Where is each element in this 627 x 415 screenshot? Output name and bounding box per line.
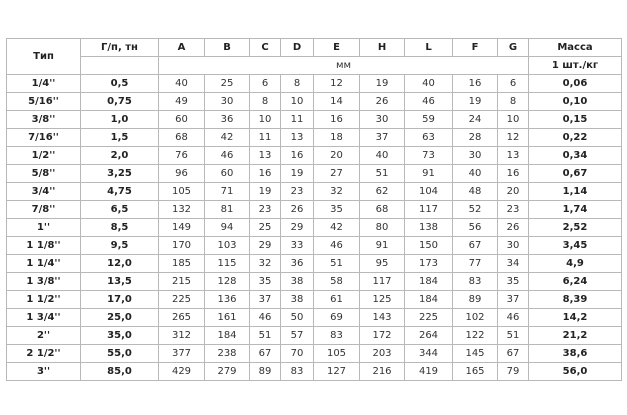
cell-c: 32 — [250, 255, 281, 273]
cell-e: 20 — [314, 147, 360, 165]
cell-g: 67 — [498, 345, 529, 363]
cell-c: 29 — [250, 237, 281, 255]
cell-c: 13 — [250, 147, 281, 165]
cell-f: 83 — [453, 273, 498, 291]
cell-d: 19 — [281, 165, 314, 183]
cell-g: 10 — [498, 111, 529, 129]
cell-e: 16 — [314, 111, 360, 129]
cell-type: 7/16'' — [7, 129, 81, 147]
cell-load: 17,0 — [81, 291, 159, 309]
cell-type: 3/8'' — [7, 111, 81, 129]
cell-mass: 56,0 — [529, 363, 622, 381]
cell-g: 26 — [498, 219, 529, 237]
cell-c: 89 — [250, 363, 281, 381]
cell-h: 95 — [360, 255, 405, 273]
cell-b: 25 — [205, 75, 250, 93]
cell-c: 10 — [250, 111, 281, 129]
cell-f: 16 — [453, 75, 498, 93]
cell-c: 35 — [250, 273, 281, 291]
cell-c: 51 — [250, 327, 281, 345]
cell-a: 312 — [159, 327, 205, 345]
cell-mass: 0,22 — [529, 129, 622, 147]
cell-l: 184 — [405, 273, 453, 291]
cell-l: 117 — [405, 201, 453, 219]
cell-g: 30 — [498, 237, 529, 255]
header-load-blank — [81, 57, 159, 75]
cell-a: 170 — [159, 237, 205, 255]
table-row — [7, 147, 622, 165]
cell-a: 68 — [159, 129, 205, 147]
cell-h: 37 — [360, 129, 405, 147]
cell-g: 20 — [498, 183, 529, 201]
cell-f: 145 — [453, 345, 498, 363]
cell-l: 63 — [405, 129, 453, 147]
cell-load: 8,5 — [81, 219, 159, 237]
cell-mass: 0,67 — [529, 165, 622, 183]
cell-a: 60 — [159, 111, 205, 129]
cell-load: 13,5 — [81, 273, 159, 291]
cell-a: 105 — [159, 183, 205, 201]
cell-c: 67 — [250, 345, 281, 363]
cell-c: 8 — [250, 93, 281, 111]
cell-b: 81 — [205, 201, 250, 219]
cell-l: 46 — [405, 93, 453, 111]
cell-a: 76 — [159, 147, 205, 165]
cell-e: 27 — [314, 165, 360, 183]
cell-g: 51 — [498, 327, 529, 345]
cell-b: 128 — [205, 273, 250, 291]
cell-f: 67 — [453, 237, 498, 255]
cell-e: 105 — [314, 345, 360, 363]
cell-c: 11 — [250, 129, 281, 147]
cell-type: 1 3/4'' — [7, 309, 81, 327]
cell-l: 91 — [405, 165, 453, 183]
cell-d: 83 — [281, 363, 314, 381]
cell-f: 77 — [453, 255, 498, 273]
cell-b: 279 — [205, 363, 250, 381]
cell-type: 1/2'' — [7, 147, 81, 165]
cell-load: 35,0 — [81, 327, 159, 345]
header-mass: Масса — [529, 39, 622, 57]
cell-d: 11 — [281, 111, 314, 129]
cell-load: 1,5 — [81, 129, 159, 147]
cell-b: 42 — [205, 129, 250, 147]
cell-e: 69 — [314, 309, 360, 327]
cell-mass: 38,6 — [529, 345, 622, 363]
cell-h: 143 — [360, 309, 405, 327]
cell-c: 46 — [250, 309, 281, 327]
cell-a: 215 — [159, 273, 205, 291]
cell-e: 46 — [314, 237, 360, 255]
cell-a: 149 — [159, 219, 205, 237]
header-dim-d: D — [281, 39, 314, 57]
cell-c: 25 — [250, 219, 281, 237]
table-body — [7, 75, 622, 381]
cell-load: 0,75 — [81, 93, 159, 111]
cell-g: 35 — [498, 273, 529, 291]
cell-d: 8 — [281, 75, 314, 93]
cell-h: 172 — [360, 327, 405, 345]
table-row — [7, 165, 622, 183]
table-row — [7, 219, 622, 237]
cell-h: 62 — [360, 183, 405, 201]
table-row — [7, 309, 622, 327]
cell-d: 23 — [281, 183, 314, 201]
cell-e: 35 — [314, 201, 360, 219]
cell-load: 6,5 — [81, 201, 159, 219]
cell-a: 132 — [159, 201, 205, 219]
cell-h: 68 — [360, 201, 405, 219]
cell-a: 96 — [159, 165, 205, 183]
table-row — [7, 183, 622, 201]
cell-e: 32 — [314, 183, 360, 201]
cell-h: 26 — [360, 93, 405, 111]
shackle-spec-table — [6, 38, 622, 381]
table-row — [7, 363, 622, 381]
cell-type: 1 3/8'' — [7, 273, 81, 291]
cell-e: 18 — [314, 129, 360, 147]
cell-load: 12,0 — [81, 255, 159, 273]
cell-l: 264 — [405, 327, 453, 345]
cell-h: 19 — [360, 75, 405, 93]
header-type: Тип — [7, 39, 81, 75]
cell-l: 344 — [405, 345, 453, 363]
cell-e: 14 — [314, 93, 360, 111]
cell-a: 265 — [159, 309, 205, 327]
cell-c: 19 — [250, 183, 281, 201]
cell-a: 49 — [159, 93, 205, 111]
header-dim-h: H — [360, 39, 405, 57]
header-load: Г/п, тн — [81, 39, 159, 57]
cell-g: 79 — [498, 363, 529, 381]
cell-d: 33 — [281, 237, 314, 255]
table-row — [7, 201, 622, 219]
cell-g: 8 — [498, 93, 529, 111]
cell-a: 377 — [159, 345, 205, 363]
cell-l: 59 — [405, 111, 453, 129]
cell-h: 125 — [360, 291, 405, 309]
cell-g: 46 — [498, 309, 529, 327]
cell-h: 51 — [360, 165, 405, 183]
cell-d: 50 — [281, 309, 314, 327]
cell-h: 203 — [360, 345, 405, 363]
cell-load: 55,0 — [81, 345, 159, 363]
cell-b: 184 — [205, 327, 250, 345]
cell-b: 94 — [205, 219, 250, 237]
cell-f: 40 — [453, 165, 498, 183]
cell-l: 419 — [405, 363, 453, 381]
cell-h: 30 — [360, 111, 405, 129]
cell-g: 16 — [498, 165, 529, 183]
cell-d: 38 — [281, 273, 314, 291]
cell-load: 1,0 — [81, 111, 159, 129]
cell-f: 28 — [453, 129, 498, 147]
header-dim-a: A — [159, 39, 205, 57]
cell-mass: 2,52 — [529, 219, 622, 237]
cell-l: 40 — [405, 75, 453, 93]
cell-a: 40 — [159, 75, 205, 93]
cell-type: 7/8'' — [7, 201, 81, 219]
cell-c: 6 — [250, 75, 281, 93]
table-row — [7, 237, 622, 255]
cell-l: 150 — [405, 237, 453, 255]
cell-type: 3'' — [7, 363, 81, 381]
cell-g: 34 — [498, 255, 529, 273]
cell-h: 80 — [360, 219, 405, 237]
cell-c: 23 — [250, 201, 281, 219]
cell-f: 52 — [453, 201, 498, 219]
cell-mass: 21,2 — [529, 327, 622, 345]
cell-f: 48 — [453, 183, 498, 201]
cell-type: 1'' — [7, 219, 81, 237]
cell-type: 1 1/8'' — [7, 237, 81, 255]
cell-mass: 1,14 — [529, 183, 622, 201]
cell-mass: 1,74 — [529, 201, 622, 219]
cell-b: 103 — [205, 237, 250, 255]
table-row — [7, 93, 622, 111]
cell-mass: 3,45 — [529, 237, 622, 255]
header-dim-c: C — [250, 39, 281, 57]
cell-d: 13 — [281, 129, 314, 147]
cell-d: 16 — [281, 147, 314, 165]
cell-h: 117 — [360, 273, 405, 291]
header-dim-l: L — [405, 39, 453, 57]
cell-load: 4,75 — [81, 183, 159, 201]
cell-f: 102 — [453, 309, 498, 327]
cell-c: 16 — [250, 165, 281, 183]
header-dim-g: G — [498, 39, 529, 57]
cell-load: 2,0 — [81, 147, 159, 165]
cell-l: 173 — [405, 255, 453, 273]
cell-e: 12 — [314, 75, 360, 93]
cell-g: 6 — [498, 75, 529, 93]
cell-d: 26 — [281, 201, 314, 219]
cell-type: 5/16'' — [7, 93, 81, 111]
cell-b: 115 — [205, 255, 250, 273]
cell-d: 57 — [281, 327, 314, 345]
cell-b: 36 — [205, 111, 250, 129]
cell-e: 83 — [314, 327, 360, 345]
cell-mass: 0,15 — [529, 111, 622, 129]
cell-h: 40 — [360, 147, 405, 165]
cell-e: 61 — [314, 291, 360, 309]
cell-b: 136 — [205, 291, 250, 309]
cell-f: 122 — [453, 327, 498, 345]
cell-g: 13 — [498, 147, 529, 165]
table-row — [7, 129, 622, 147]
cell-l: 225 — [405, 309, 453, 327]
cell-l: 73 — [405, 147, 453, 165]
cell-l: 138 — [405, 219, 453, 237]
cell-load: 85,0 — [81, 363, 159, 381]
cell-f: 24 — [453, 111, 498, 129]
table-row — [7, 327, 622, 345]
cell-d: 10 — [281, 93, 314, 111]
cell-b: 71 — [205, 183, 250, 201]
cell-mass: 4,9 — [529, 255, 622, 273]
cell-type: 1 1/4'' — [7, 255, 81, 273]
cell-d: 70 — [281, 345, 314, 363]
cell-a: 185 — [159, 255, 205, 273]
cell-load: 0,5 — [81, 75, 159, 93]
table-row — [7, 75, 622, 93]
cell-b: 161 — [205, 309, 250, 327]
cell-mass: 14,2 — [529, 309, 622, 327]
cell-b: 46 — [205, 147, 250, 165]
cell-e: 58 — [314, 273, 360, 291]
header-dim-f: F — [453, 39, 498, 57]
table-row — [7, 111, 622, 129]
header-mass-unit: 1 шт./кг — [529, 57, 622, 75]
cell-type: 1/4'' — [7, 75, 81, 93]
cell-l: 104 — [405, 183, 453, 201]
table-row — [7, 273, 622, 291]
table-row — [7, 345, 622, 363]
cell-type: 3/4'' — [7, 183, 81, 201]
cell-mass: 0,06 — [529, 75, 622, 93]
cell-load: 25,0 — [81, 309, 159, 327]
cell-f: 19 — [453, 93, 498, 111]
cell-mass: 8,39 — [529, 291, 622, 309]
cell-type: 1 1/2'' — [7, 291, 81, 309]
cell-b: 30 — [205, 93, 250, 111]
cell-type: 5/8'' — [7, 165, 81, 183]
cell-mass: 0,34 — [529, 147, 622, 165]
cell-f: 30 — [453, 147, 498, 165]
cell-type: 2 1/2'' — [7, 345, 81, 363]
cell-f: 89 — [453, 291, 498, 309]
cell-e: 127 — [314, 363, 360, 381]
cell-d: 29 — [281, 219, 314, 237]
cell-d: 36 — [281, 255, 314, 273]
cell-b: 238 — [205, 345, 250, 363]
cell-a: 429 — [159, 363, 205, 381]
cell-h: 91 — [360, 237, 405, 255]
cell-load: 3,25 — [81, 165, 159, 183]
cell-type: 2'' — [7, 327, 81, 345]
header-dim-b: B — [205, 39, 250, 57]
cell-load: 9,5 — [81, 237, 159, 255]
cell-e: 51 — [314, 255, 360, 273]
cell-a: 225 — [159, 291, 205, 309]
cell-l: 184 — [405, 291, 453, 309]
cell-g: 12 — [498, 129, 529, 147]
table-row — [7, 255, 622, 273]
table-row — [7, 291, 622, 309]
cell-e: 42 — [314, 219, 360, 237]
header-dim-e: E — [314, 39, 360, 57]
cell-mass: 0,10 — [529, 93, 622, 111]
cell-c: 37 — [250, 291, 281, 309]
cell-f: 165 — [453, 363, 498, 381]
cell-g: 37 — [498, 291, 529, 309]
cell-f: 56 — [453, 219, 498, 237]
cell-h: 216 — [360, 363, 405, 381]
cell-b: 60 — [205, 165, 250, 183]
cell-mass: 6,24 — [529, 273, 622, 291]
header-unit: мм — [159, 57, 529, 75]
cell-d: 38 — [281, 291, 314, 309]
cell-g: 23 — [498, 201, 529, 219]
